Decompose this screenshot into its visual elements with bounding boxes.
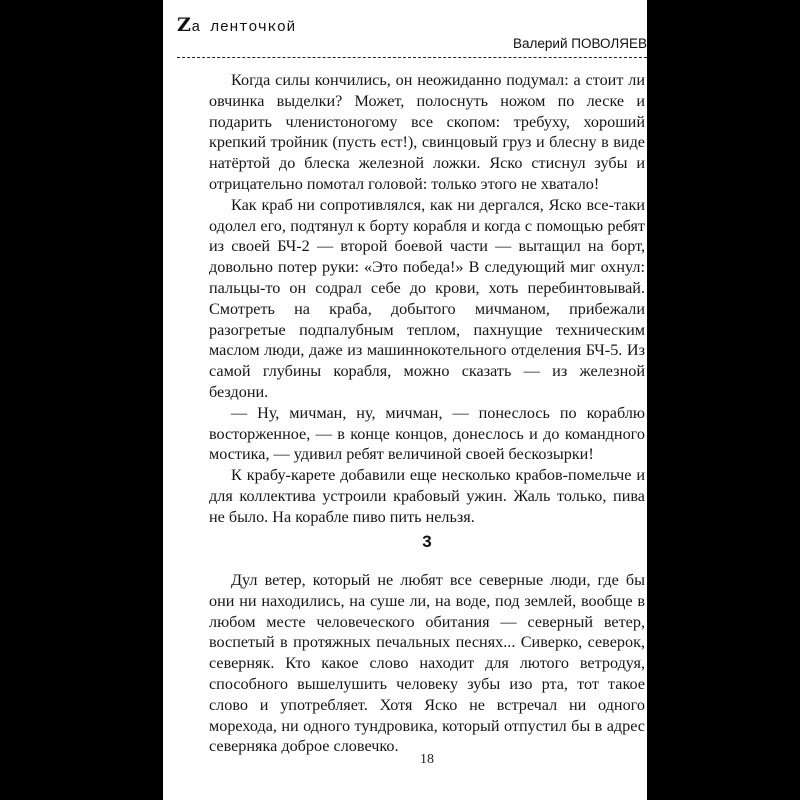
section-two-text — [209, 570, 645, 757]
series-title-rest: а ленточкой — [191, 19, 296, 36]
page-number: 18 — [420, 752, 434, 767]
section-one-text — [209, 70, 645, 528]
book-page — [163, 0, 647, 800]
paragraph: Когда силы кончились, он неожиданно подумал: а стоит ли овчинка выделки? Может, полоснуть ножом по леске и подарить членистоногому все скопом: требуху, хороший крепкий тройник (пусть ест!), свинцовый груз и блесну в виде натёртой до блеска железной ложки. Яско стиснул зубы и отрицательно помотал головой: только этого не хватало! — [209, 71, 645, 193]
right-margin-fill — [647, 0, 800, 800]
series-title — [177, 14, 296, 36]
header-divider — [177, 57, 647, 58]
chapter-number: 3 — [422, 532, 432, 551]
series-title-initial: Z — [177, 14, 192, 36]
paragraph: Как краб ни сопротивлялся, как ни дергался, Яско все-таки одолел его, подтянул к борту корабля и когда с помощью ребят из своей БЧ-2 — второй боевой части — вытащил на борт, довольно потер руки: «Это победа!» В следующий миг охнул: пальцы-то он содрал себе до крови, хоть перебинтовывай. Смотреть на краба, добытого мичманом, прибежали разогретые подпалубным теплом, пахнущие техническим маслом люди, даже из машиннокотельного отделения БЧ-5. Из самой глубины корабля, можно сказать — из железной бездони. — [209, 195, 645, 401]
paragraph: — Ну, мичман, ну, мичман, — понеслось по кораблю восторженное, — в конце концов, донеслось и до командного мостика, — удивил ребят величиной своей бескозырки! — [209, 403, 645, 464]
author-name: Валерий ПОВОЛЯЕВ — [513, 36, 647, 51]
paragraph: К крабу-карете добавили еще несколько крабов-помельче и для коллектива устроили крабовый ужин. Жаль только, пива не было. На корабле пиво пить нельзя. — [209, 466, 645, 526]
left-margin-fill — [0, 0, 163, 800]
paragraph: Дул ветер, который не любят все северные люди, где бы они ни находились, на суше ли, на воде, под землей, вообще в любом месте человеческого обитания — северный ветер, воспетый в протяжных печальных песнях... Сиверко, северок, северняк. Кто какое слово находит для лютого ветродуя, способного вышелушить человеку зубы изо рта, тот такое слово и употребляет. Хотя Яско не встречал ни одного морехода, ни одного тундровика, который отпустил бы в адрес северняка доброе словечко. — [209, 571, 645, 756]
